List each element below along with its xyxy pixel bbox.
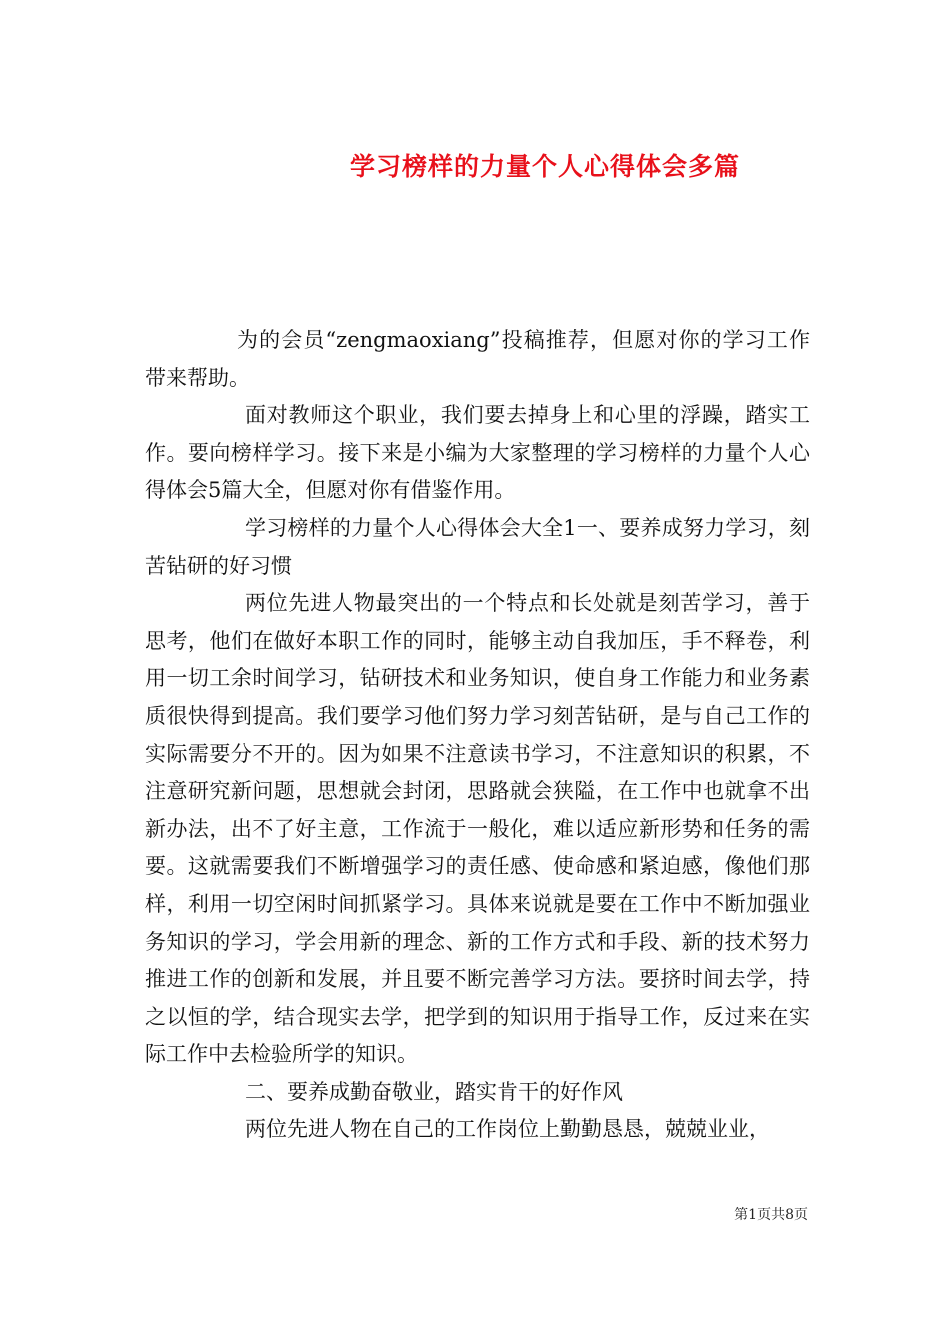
page-title: 学习榜样的力量个人心得体会多篇 (349, 151, 740, 181)
paragraph-heading-two: 二、要养成勤奋敬业，踏实肯干的好作风 (245, 1079, 623, 1104)
paragraph-preface: 面对教师这个职业，我们要去掉身上和心里的浮躁，踏实工作。要向榜样学习。接下来是小编为大家整理的学习榜样的力量个人心得体会5篇大全，但愿对你有借鉴作用。 (145, 403, 810, 503)
paragraph-heading-one: 学习榜样的力量个人心得体会大全1一、要养成努力学习，刻苦钻研的好习惯 (145, 515, 810, 578)
page-footer: 第1页共8页 (734, 1207, 808, 1223)
paragraph-body-two: 两位先进人物在自己的工作岗位上勤勤恳恳，兢兢业业， (245, 1117, 770, 1142)
paragraph-intro: 为的会员“zengmaoxiang”投稿推荐，但愿对你的学习工作带来帮助。 (145, 328, 810, 390)
document-body (145, 322, 810, 1149)
paragraph-body-one: 两位先进人物最突出的一个特点和长处就是刻苦学习，善于思考，他们在做好本职工作的同时，能够主动自我加压，手不释卷，利用一切工余时间学习，钻研技术和业务知识，使自身工作能力和业务素质很快得到提高。我们要学习他们努力学习刻苦钻研，是与自己工作的实际需要分不开的。因为如果不注意读书学习，不注意知识的积累，不注意研究新问题，思想就会封闭，思路就会狭隘，在工作中也就拿不出新办法，出不了好主意，工作流于一般化，难以适应新形势和任务的需要。这就需要我们不断增强学习的责任感、使命感和紧迫感，像他们那样，利用一切空闲时间抓紧学习。具体来说就是要在工作中不断加强业务知识的学习，学会用新的理念、新的工作方式和手段、新的技术努力推进工作的创新和发展，并且要不断完善学习方法。要挤时间去学，持之以恒的学，结合现实去学，把学到的知识用于指导工作，反过来在实际工作中去检验所学的知识。 (145, 591, 810, 1067)
